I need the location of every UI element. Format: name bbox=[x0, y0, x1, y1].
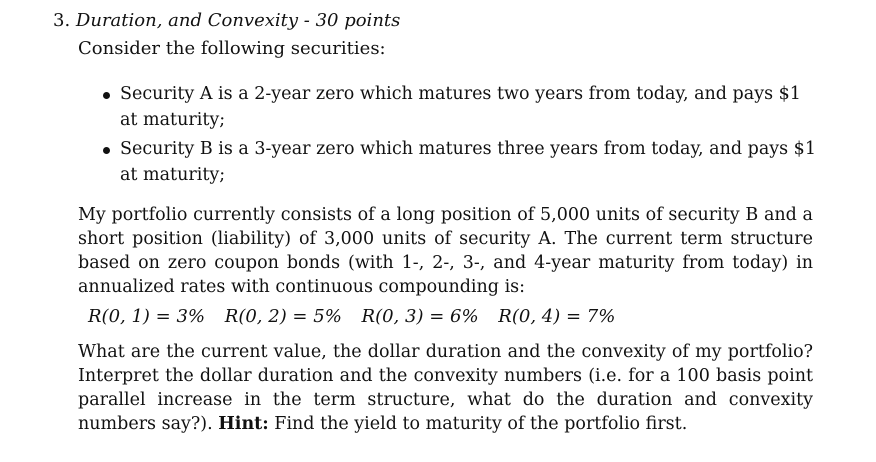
list-item bbox=[100, 136, 820, 188]
hint-label: Hint: bbox=[218, 414, 269, 434]
security-b-text: Security B is a 3-year zero which matures three years from today, and pays $1 at maturity; bbox=[120, 139, 816, 185]
portfolio-paragraph: My portfolio currently consists of a long position of 5,000 units of security B and a short position (liability) of 3,000 units of security A. The current term structure based on zero coupon bonds (with 1-, 2-, 3-, and 4-year maturity from today) in annualized rates with continuous compounding is: bbox=[78, 205, 813, 297]
question-paragraph bbox=[78, 340, 813, 436]
intro-text: Consider the following securities: bbox=[78, 38, 386, 59]
rate-4: R(0, 4) = 7% bbox=[498, 306, 616, 327]
section-number: 3. bbox=[53, 10, 71, 31]
bullet-icon bbox=[103, 92, 110, 99]
securities-list bbox=[100, 81, 820, 191]
section-title: Duration, and Convexity - 30 points bbox=[75, 10, 401, 31]
list-item bbox=[100, 81, 820, 133]
term-structure-equation bbox=[88, 306, 629, 327]
security-a-text: Security A is a 2-year zero which matures two years from today, and pays $1 at maturity; bbox=[120, 84, 801, 130]
hint-text: Find the yield to maturity of the portfolio first. bbox=[274, 414, 688, 434]
rate-2: R(0, 2) = 5% bbox=[224, 306, 342, 327]
rate-3: R(0, 3) = 6% bbox=[361, 306, 479, 327]
bullet-icon bbox=[103, 147, 110, 154]
section-heading bbox=[53, 10, 400, 31]
question-text: What are the current value, the dollar duration and the convexity of my portfolio? Interpret the dollar duration and the convexity numbers (i.e. for a 100 basis point parallel increase in the term structure, what do the duration and convexity numbers say?). bbox=[78, 342, 813, 434]
rate-1: R(0, 1) = 3% bbox=[88, 306, 206, 327]
